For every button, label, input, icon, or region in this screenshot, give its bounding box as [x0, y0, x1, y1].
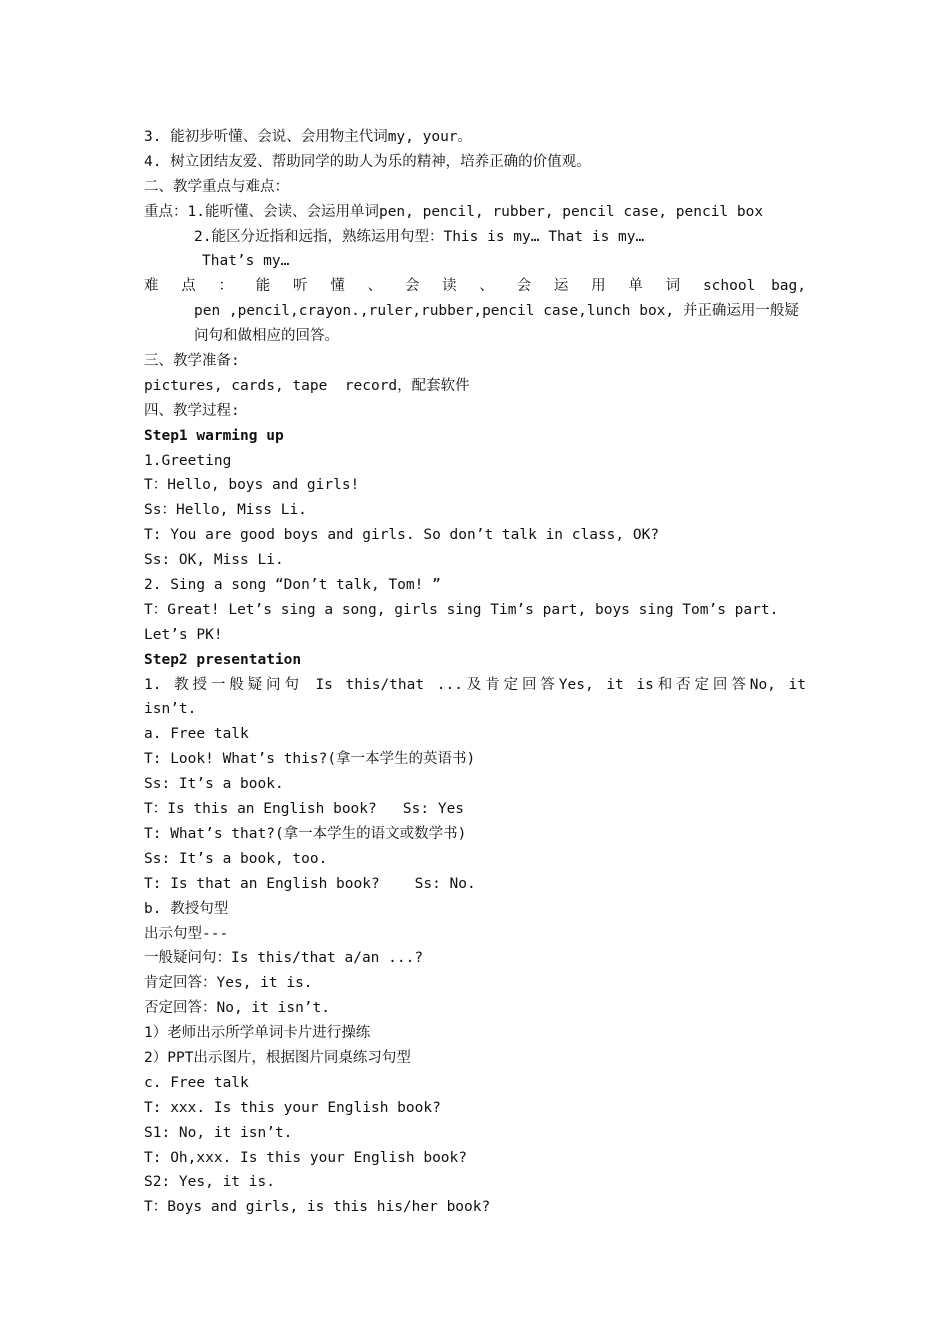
dialogue-line: S1: No, it isn’t. — [144, 1124, 293, 1141]
dialogue-line: Ss: It’s a book, too. — [144, 850, 328, 867]
section-4-heading: 四、教学过程: — [144, 402, 240, 419]
dialogue-line: Let’s PK! — [144, 626, 223, 643]
dialogue-line: T: Oh,xxx. Is this your English book? — [144, 1149, 468, 1166]
dialogue-line: Ss: OK, Miss Li. — [144, 552, 284, 569]
free-talk-a-title: a. Free talk — [144, 726, 249, 743]
pattern-negative: 否定回答：No, it isn’t. — [144, 1000, 330, 1017]
difficult-points: 难 点 ： 能 听 懂 、 会 读 、 会 运 用 单 词 school bag, — [144, 278, 806, 295]
section-3-heading: 三、教学准备: — [144, 353, 240, 370]
section-2-heading: 二、教学重点与难点： — [144, 178, 289, 195]
step2-heading: Step2 presentation — [144, 651, 302, 668]
free-talk-c-title: c. Free talk — [144, 1074, 249, 1091]
dialogue-line: S2: Yes, it is. — [144, 1174, 275, 1191]
pattern-question: 一般疑问句：Is this/that a/an ...? — [144, 950, 424, 967]
teach-question-title: 1. 教授一般疑问句 Is this/that ...及肯定回答Yes, it is和否定回答No, it — [144, 676, 806, 693]
dialogue-line: T: xxx. Is this your English book? — [144, 1099, 441, 1116]
dialogue-line: Ss: It’s a book. — [144, 776, 284, 793]
dialogue-line: T: Look! What’s this?(拿一本学生的英语书) — [144, 751, 476, 768]
teach-pattern-title: b. 教授句型 — [144, 900, 229, 917]
document-page — [144, 125, 806, 1220]
dialogue-line: Ss：Hello, Miss Li. — [144, 502, 307, 519]
objective-3: 3. 能初步听懂、会说、会用物主代词my, your。 — [144, 129, 473, 145]
key-points-2: 2.能区分近指和远指，熟练运用句型：This is my… That is my… — [194, 228, 645, 245]
key-points-1: 重点：1.能听懂、会读、会运用单词pen, pencil, rubber, pencil case, pencil box — [144, 203, 764, 220]
practice-step-1: 1）老师出示所学单词卡片进行操练 — [144, 1025, 371, 1042]
dialogue-line: T：Boys and girls, is this his/her book? — [144, 1199, 491, 1216]
dialogue-line: T：Great! Let’s sing a song, girls sing Tim’s part, boys sing Tom’s part. — [144, 601, 779, 618]
difficult-points-cont-2: 问句和做相应的回答。 — [194, 328, 339, 345]
difficult-points-cont-1: pen ,pencil,crayon.,ruler,rubber,pencil case,lunch box, 并正确运用一般疑 — [194, 303, 799, 320]
dialogue-line: T: Is that an English book? Ss: No. — [144, 875, 476, 892]
key-points-2-cont: That’s my… — [202, 253, 290, 270]
materials-list: pictures, cards, tape record，配套软件 — [144, 377, 470, 394]
greeting-title: 1.Greeting — [144, 452, 232, 469]
practice-step-2: 2）PPT出示图片，根据图片同桌练习句型 — [144, 1049, 411, 1066]
show-pattern: 出示句型--- — [144, 925, 229, 942]
dialogue-line: T: You are good boys and girls. So don’t talk in class, OK? — [144, 527, 660, 544]
dialogue-line: T：Hello, boys and girls! — [144, 477, 360, 494]
step1-heading: Step1 warming up — [144, 427, 284, 444]
pattern-positive: 肯定回答：Yes, it is. — [144, 975, 313, 992]
dialogue-line: T：Is this an English book? Ss: Yes — [144, 801, 465, 818]
sing-song-title: 2. Sing a song “Don’t talk, Tom! ” — [144, 577, 441, 594]
dialogue-line: T: What’s that?(拿一本学生的语文或数学书) — [144, 825, 467, 842]
teach-question-title-cont: isn’t. — [144, 701, 197, 718]
objective-4: 4. 树立团结友爱、帮助同学的助人为乐的精神，培养正确的价值观。 — [144, 153, 591, 170]
